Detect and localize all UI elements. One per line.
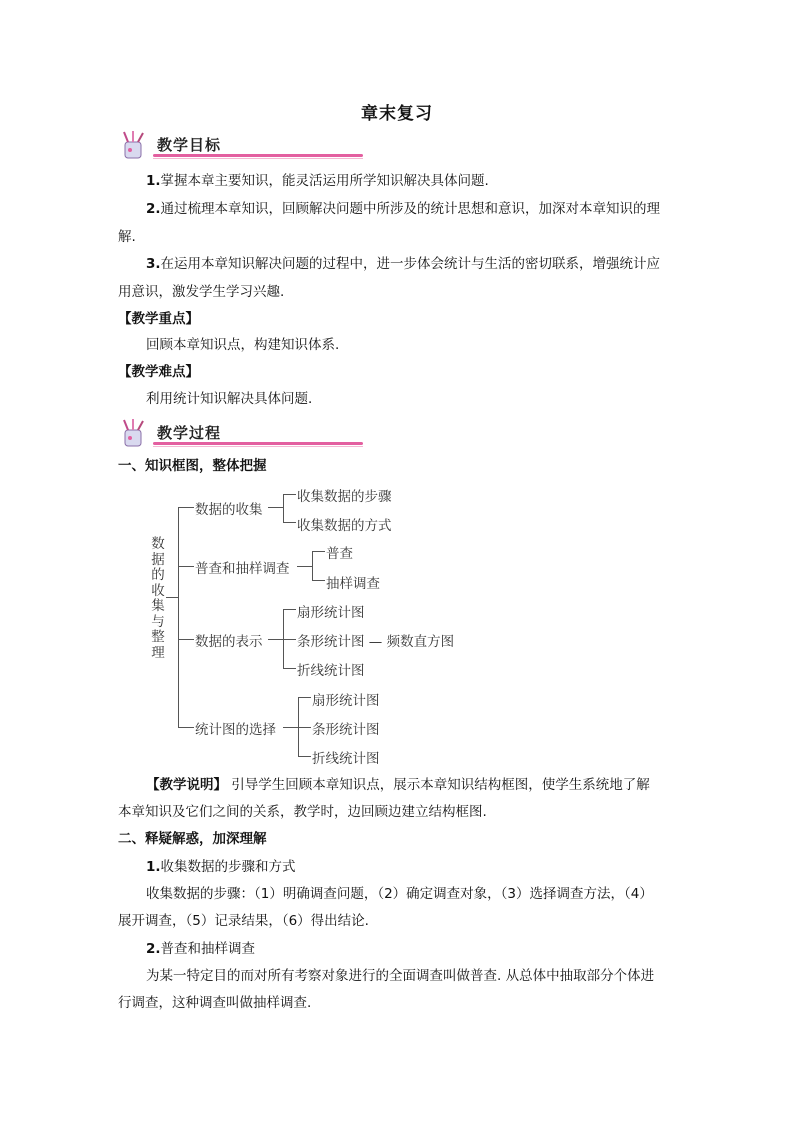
connector bbox=[178, 639, 194, 640]
connector bbox=[298, 727, 311, 728]
leaf-collection-methods: 收集数据的方式 bbox=[297, 518, 392, 534]
item-number: 1. bbox=[146, 859, 161, 875]
item-number: 1. bbox=[146, 173, 161, 189]
leaf-bar-chart-histogram: 条形统计图 — 频数直方图 bbox=[297, 634, 455, 650]
part-one-title: 一、知识框图，整体把握 bbox=[118, 458, 267, 474]
connector bbox=[178, 507, 179, 728]
connector bbox=[312, 551, 313, 581]
objective-item-2 bbox=[146, 199, 686, 219]
leaf-collection-steps: 收集数据的步骤 bbox=[297, 489, 392, 505]
subsection-2-title bbox=[146, 939, 255, 959]
subsection-1-text-cont: 展开调查，（5）记录结果，（6）得出结论. bbox=[118, 913, 369, 929]
leaf-line-chart: 折线统计图 bbox=[312, 751, 380, 767]
connector bbox=[268, 639, 283, 640]
teaching-note-label: 【教学说明】 bbox=[146, 777, 227, 793]
root-char: 收 bbox=[151, 582, 165, 599]
item-number: 2. bbox=[146, 941, 161, 957]
item-text: 在运用本章知识解决问题的过程中，进一步体会统计与生活的密切联系，增强统计应 bbox=[160, 256, 661, 272]
root-char: 据 bbox=[151, 551, 165, 568]
connector bbox=[298, 697, 311, 698]
section-underline-light bbox=[153, 158, 363, 159]
tree-root bbox=[150, 537, 166, 661]
section-label: 教学过程 bbox=[157, 424, 222, 442]
subsection-2-text-cont: 行调查，这种调查叫做抽样调查. bbox=[118, 995, 312, 1011]
subsection-1-text: 收集数据的步骤：（1）明确调查问题，（2）确定调查对象，（3）选择调查方法，（4） bbox=[146, 886, 653, 902]
connector bbox=[312, 580, 325, 581]
subsection-title-text: 收集数据的步骤和方式 bbox=[160, 859, 296, 875]
leaf-pie-chart: 扇形统计图 bbox=[312, 693, 380, 709]
section-underline-light bbox=[153, 446, 363, 447]
connector bbox=[283, 609, 284, 668]
page-title: 章末复习 bbox=[361, 104, 433, 124]
item-text: 通过梳理本章知识，回顾解决问题中所涉及的统计思想和意识，加深对本章知识的理 bbox=[160, 201, 661, 217]
section-label: 教学目标 bbox=[157, 136, 222, 154]
connector bbox=[298, 756, 311, 757]
difficult-points-text: 利用统计知识解决具体问题. bbox=[146, 391, 313, 407]
item-number: 3. bbox=[146, 256, 161, 272]
connector bbox=[297, 566, 312, 567]
pen-holder-icon bbox=[119, 130, 149, 160]
difficult-points-label: 【教学难点】 bbox=[118, 364, 199, 380]
key-points-text: 回顾本章知识点，构建知识体系. bbox=[146, 337, 340, 353]
section-header-objectives bbox=[119, 130, 379, 160]
leaf-sampling: 抽样调查 bbox=[326, 576, 380, 592]
leaf-pie-chart: 扇形统计图 bbox=[297, 605, 365, 621]
root-char: 整 bbox=[151, 629, 165, 645]
branch-chart-selection: 统计图的选择 bbox=[195, 722, 276, 738]
teaching-note-cont: 本章知识及它们之间的关系，教学时，边回顾边建立结构框图. bbox=[118, 804, 487, 820]
branch-data-collection: 数据的收集 bbox=[195, 502, 263, 518]
connector bbox=[283, 494, 284, 523]
connector bbox=[178, 507, 194, 508]
root-char: 与 bbox=[151, 613, 165, 630]
objective-item-3 bbox=[146, 254, 686, 274]
connector bbox=[166, 597, 178, 598]
section-underline bbox=[153, 154, 363, 157]
branch-data-representation: 数据的表示 bbox=[195, 634, 263, 650]
teaching-note bbox=[146, 775, 691, 795]
teaching-note-text: 引导学生回顾本章知识点，展示本章知识结构框图，使学生系统地了解 bbox=[231, 777, 650, 793]
connector bbox=[178, 727, 194, 728]
section-underline bbox=[153, 442, 363, 445]
leaf-bar-chart: 条形统计图 bbox=[312, 722, 380, 738]
leaf-census: 普查 bbox=[326, 546, 353, 562]
connector bbox=[283, 668, 296, 669]
subsection-title-text: 普查和抽样调查 bbox=[160, 941, 256, 957]
connector bbox=[312, 551, 325, 552]
objective-item-1 bbox=[146, 171, 686, 191]
objective-item-2-cont: 解. bbox=[118, 229, 136, 245]
connector bbox=[283, 522, 296, 523]
pen-holder-icon bbox=[119, 418, 149, 448]
item-text: 掌握本章主要知识，能灵活运用所学知识解决具体问题. bbox=[160, 173, 489, 189]
connector bbox=[283, 494, 296, 495]
branch-census-sampling: 普查和抽样调查 bbox=[195, 561, 290, 577]
part-two-title: 二、释疑解惑，加深理解 bbox=[118, 831, 267, 847]
connector bbox=[298, 697, 299, 756]
connector bbox=[178, 566, 194, 567]
root-char: 数 bbox=[151, 536, 165, 552]
root-char: 的 bbox=[151, 567, 165, 583]
connector bbox=[268, 507, 283, 508]
root-char: 理 bbox=[151, 644, 165, 661]
subsection-2-text: 为某一特定目的而对所有考察对象进行的全面调查叫做普查. 从总体中抽取部分个体进 bbox=[146, 968, 655, 984]
connector bbox=[283, 639, 296, 640]
root-char: 集 bbox=[151, 598, 165, 614]
section-header-process bbox=[119, 418, 379, 448]
connector bbox=[283, 727, 298, 728]
connector bbox=[283, 609, 296, 610]
leaf-line-chart: 折线统计图 bbox=[297, 663, 365, 679]
key-points-label: 【教学重点】 bbox=[118, 311, 199, 327]
objective-item-3-cont: 用意识，激发学生学习兴趣. bbox=[118, 284, 285, 300]
subsection-1-title bbox=[146, 857, 296, 877]
item-number: 2. bbox=[146, 201, 161, 217]
